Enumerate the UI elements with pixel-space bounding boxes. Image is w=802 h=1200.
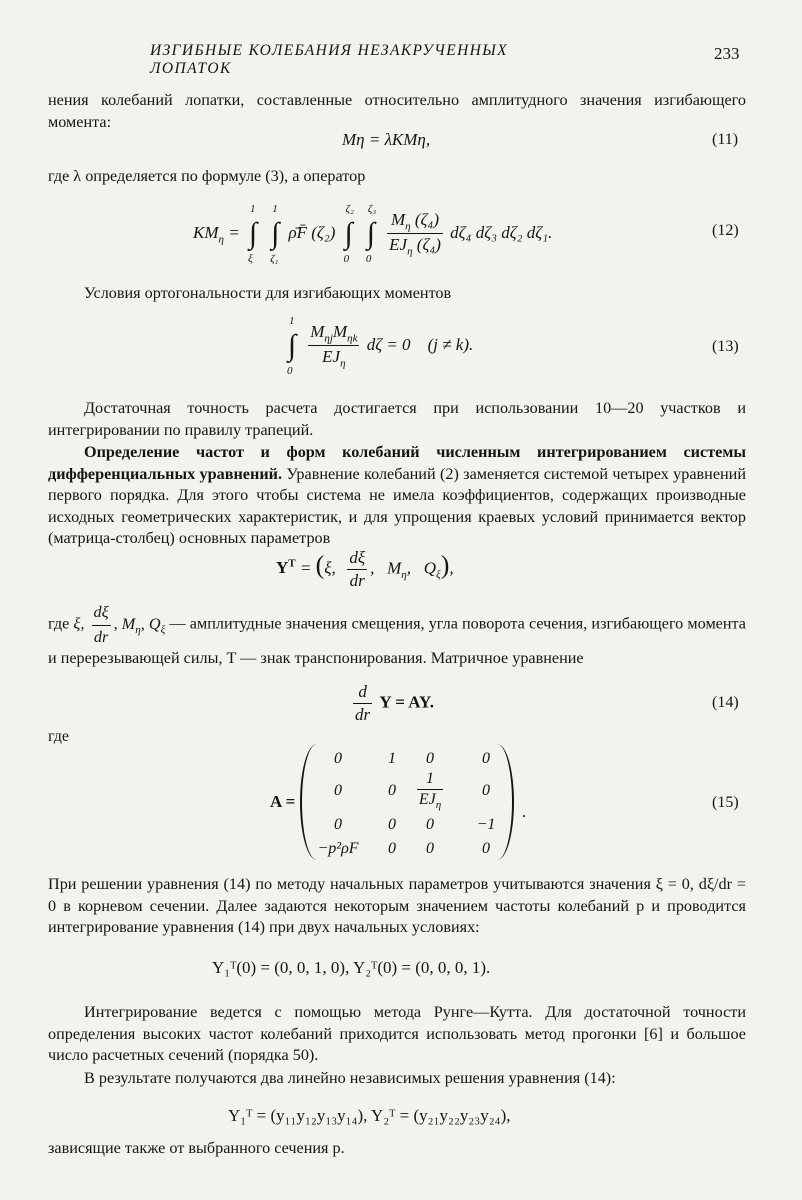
paragraph-method-body: Уравнение колебаний (2) заменяется системой четырех уравнений первого порядка. Для этого чтобы система не имела коэффициентов, содержащих производные исходных геометрических характеристик, и для упрощения краевых условий принимается вектор (матрица-столбец) основных параметров [48, 464, 746, 547]
paragraph-intro [48, 90, 746, 133]
integral-3: ∫ ζ₂ 0 [343, 202, 354, 265]
paragraph-runge-kutta [48, 1002, 746, 1067]
matrix-cell-2-4: 0 [482, 782, 490, 799]
integral-1: ∫ 1 ξ [247, 202, 258, 265]
matrix-cell-1-1: 0 [334, 750, 342, 767]
equation-14: $\frac{d}{dr}$ Y = AY. [355, 682, 434, 724]
definitions-body: — амплитудные значения смещения, угла поворота сечения, изгибающего момента и перерезывающей силы, T — знак транспонирования. Матричное уравнение [48, 614, 746, 667]
page-number: 233 [714, 44, 740, 63]
matrix-cell-1-3: 0 [426, 750, 434, 767]
paragraph-accuracy [48, 398, 746, 441]
equation-vector-Y: $Y^T = (\xi$, $\frac{d\xi}{dr}$ , $M_\eta$, $Q_\xi$), [276, 548, 454, 590]
definitions-lead: где [48, 614, 70, 633]
dxi-dr-fraction: $\frac{d\xi}{dr}$ [349, 548, 366, 590]
paragraph-final [48, 1138, 746, 1160]
equation-15-number: (15) [712, 794, 739, 811]
matrix-cell-1-4: 0 [482, 750, 490, 767]
matrix-cell-2-1: 0 [334, 782, 342, 799]
matrix-period: . [522, 802, 527, 821]
eq13-condition: (j ≠ k). [427, 334, 474, 354]
eq12-differentials: dζ₄ dζ₃ dζ₂ dζ₁. [450, 222, 553, 242]
vector-Y: $Y^T$ [276, 557, 296, 578]
equation-11-number: (11) [712, 131, 739, 148]
matrix-cell-4-1: −p²ρF [317, 840, 359, 857]
paragraph-solution-text: При решении уравнения (14) по методу начальных параметров учитываются значения ξ = 0, dξ/dr = 0 в корневом сечении. Далее задаются некоторым значением частоты колебаний p и проводится интегрирование уравнения (14) при двух начальных условиях: [48, 875, 746, 936]
matrix-cell-3-4: −1 [476, 816, 496, 833]
equation-solutions: Y₁ᵀ = (y₁₁y₁₂y₁₃y₁₄), Y₂ᵀ = (y₂₁y₂₂y₂₃y₂₄), [228, 1106, 511, 1125]
matrix-cell-3-3: 0 [426, 816, 434, 833]
equation-13-number: (13) [712, 338, 739, 355]
eq12-rhoF: ρ̄F̄ (ζ₂) [288, 222, 336, 242]
matrix-cell-2-2: 0 [388, 782, 396, 799]
paragraph-final-text: зависящие также от выбранного сечения p. [48, 1139, 345, 1157]
paragraph-definitions-text: где ξ, $\frac{d\xi}{dr}$ , $M_\eta$, $Q_\xi$ — амплитудные значения смещения, угла поворота сечения, изгибающего момента и перерезывающей силы, T — знак транспонирования. Матричное уравнение [48, 603, 746, 667]
paragraph-definitions [48, 602, 746, 670]
matrix-cell-3-1: 0 [334, 816, 342, 833]
paragraph-orthogonality [84, 283, 744, 305]
matrix-cell-4-3: 0 [426, 840, 434, 857]
paragraph-operator [48, 166, 746, 188]
equation-12 [193, 202, 553, 265]
matrix-cell-3-2: 0 [388, 816, 396, 833]
paragraph-runge-kutta-text: Интегрирование ведется с помощью метода Рунге—Кутта. Для достаточной точности определения высоких частот колебаний приходится использовать метод прогонки [6] и большое число расчетных сечений (порядка 50). [48, 1003, 746, 1064]
matrix-cell-1-2: 1 [388, 750, 396, 767]
paragraph-orthogonality-text: Условия ортогональности для изгибающих моментов [84, 284, 452, 302]
paragraph-solution [48, 874, 746, 939]
paragraph-result-text: В результате получаются два линейно независимых решения уравнения (14): [84, 1069, 616, 1087]
paragraph-method [48, 442, 746, 550]
equation-14-number: (14) [712, 694, 739, 711]
where-label: где [48, 728, 70, 745]
eq12-fraction: $\frac{M_\eta (\zeta_4)}{EJ_\eta (\zeta_4)}$ [389, 210, 441, 258]
matrix-cell-2-3: $\frac{1}{EJ_\eta}$ [418, 770, 442, 812]
integral-4: ∫ ζ₃ 0 [365, 202, 377, 265]
paragraph-result [48, 1068, 746, 1090]
paragraph-method-text [48, 442, 746, 550]
equation-12-number: (12) [712, 222, 739, 239]
eq13-fraction: $\frac{M_{\eta j}M_{\eta k}}{EJ_\eta}$ [310, 322, 358, 370]
paragraph-operator-text: где λ определяется по формуле (3), а оператор [48, 167, 366, 185]
running-header: ИЗГИБНЫЕ КОЛЕБАНИЯ НЕЗАКРУЧЕННЫХ ЛОПАТОК [150, 42, 509, 77]
matrix-cell-4-4: 0 [482, 840, 490, 857]
matrix-A [270, 744, 530, 862]
integral-13: ∫ 1 0 [287, 314, 297, 377]
paragraph-accuracy-text: Достаточная точность расчета достигается при использовании 10—20 участков и интегрировании по правилу трапеций. [48, 399, 746, 439]
matrix-cell-4-2: 0 [388, 840, 396, 857]
eq12-lhs: $KM_\eta$ = [193, 222, 240, 246]
equation-11: Mη = λKMη, [342, 130, 431, 149]
equation-initial-conditions: Y₁ᵀ(0) = (0, 0, 1, 0), Y₂ᵀ(0) = (0, 0, 0, 1). [212, 958, 491, 977]
section-heading: Определение частот и форм колебаний численным интегрированием системы дифференциальных уравнений. [48, 443, 746, 483]
equation-13 [283, 314, 474, 377]
integral-2: ∫ 1 ζ₁ [270, 202, 280, 265]
paragraph-intro-text: нения колебаний лопатки, составленные относительно амплитудного значения изгибающего момента: [48, 91, 746, 131]
matrix-A-label: A = [270, 792, 296, 811]
eq13-rhs: dζ = 0 [366, 334, 424, 354]
